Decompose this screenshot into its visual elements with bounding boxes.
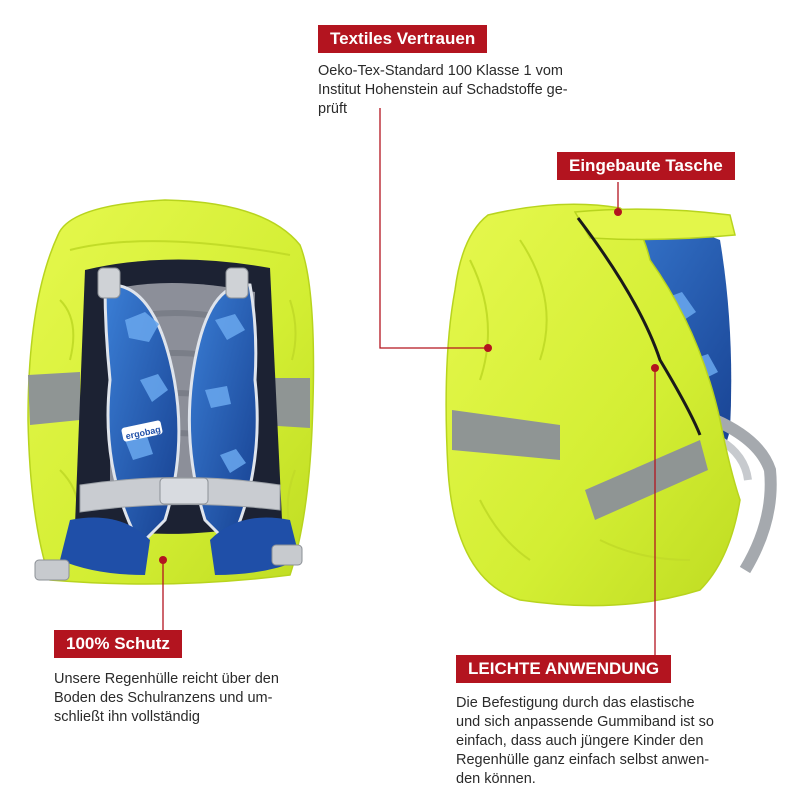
built-in-pocket-badge: Eingebaute Tasche bbox=[557, 152, 735, 180]
description-line: und sich anpassende Gummiband ist so bbox=[456, 714, 714, 730]
description-line: Regenhülle ganz einfach selbst anwen- bbox=[456, 752, 710, 768]
description-line: Oeko-Tex-Standard 100 Klasse 1 vom bbox=[318, 63, 564, 79]
full-protection-badge: 100% Schutz bbox=[54, 630, 182, 658]
description-line: prüft bbox=[318, 101, 348, 117]
description-line: Die Befestigung durch das elastische bbox=[456, 695, 695, 711]
backpack-back-view bbox=[28, 200, 314, 584]
textile-trust-badge: Textiles Vertrauen bbox=[318, 25, 487, 53]
easy-use-badge: LEICHTE ANWENDUNG bbox=[456, 655, 671, 683]
textile-trust-description bbox=[318, 62, 568, 119]
brand-label: ergobag bbox=[124, 424, 162, 442]
description-line: schließt ihn vollständig bbox=[54, 709, 200, 725]
full-protection-description bbox=[54, 670, 279, 727]
description-line: Unsere Regenhülle reicht über den bbox=[54, 671, 279, 687]
description-line: Boden des Schulranzens und um- bbox=[54, 690, 273, 706]
description-line: den können. bbox=[456, 771, 536, 787]
pocket-flap bbox=[575, 209, 735, 239]
easy-use-description bbox=[456, 694, 714, 789]
reflective-band-left-1 bbox=[28, 372, 80, 425]
description-line: Institut Hohenstein auf Schadstoffe ge- bbox=[318, 82, 568, 98]
description-line: einfach, dass auch jüngere Kinder den bbox=[456, 733, 704, 749]
backpack-side-view bbox=[446, 204, 771, 605]
